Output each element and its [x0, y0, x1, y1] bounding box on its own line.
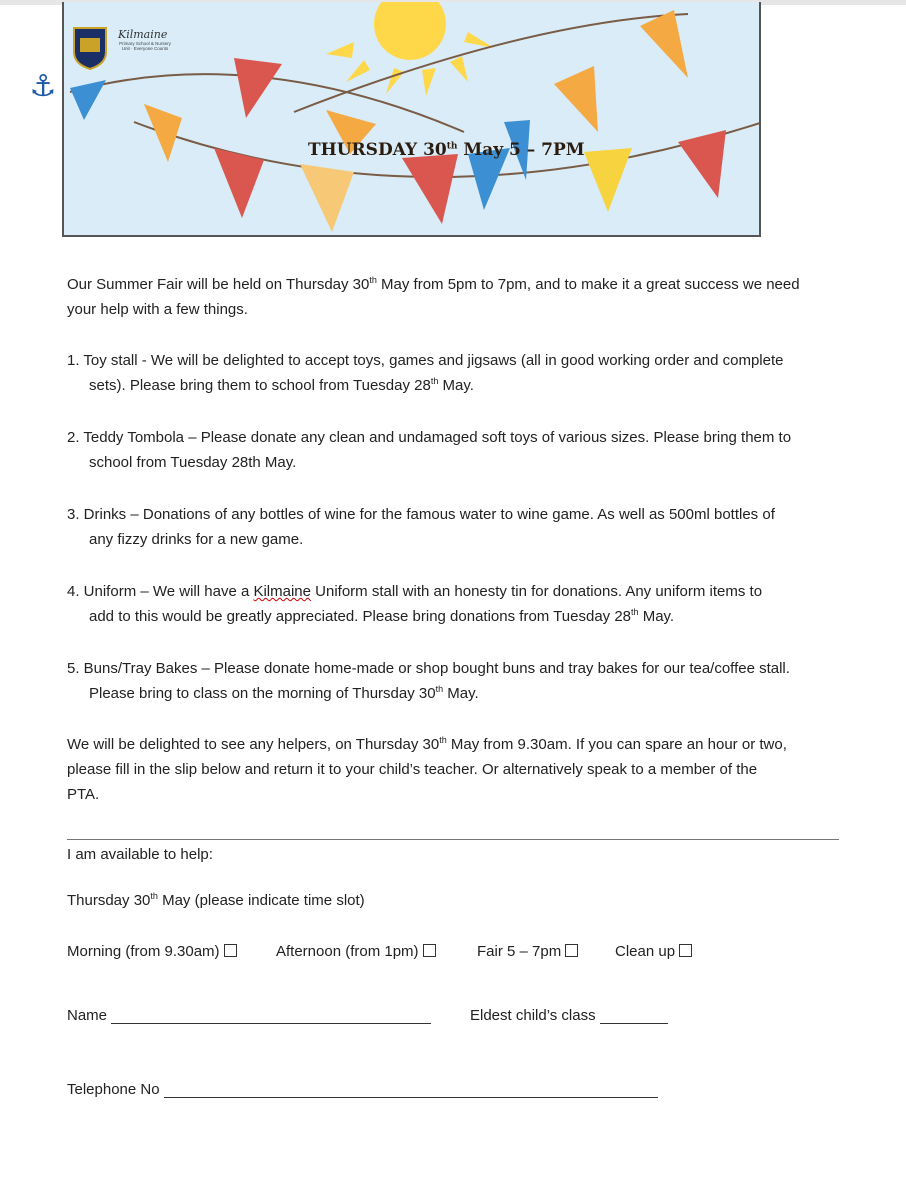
school-logo [70, 24, 174, 70]
logo-subtitle: Primary School & Nursery Unit · Everyone Counts [119, 41, 171, 51]
letter-body [67, 272, 842, 807]
name-field[interactable]: Name [67, 1007, 431, 1024]
option-afternoon[interactable]: Afternoon (from 1pm) [276, 943, 436, 960]
checkbox[interactable] [565, 944, 578, 957]
helpers-paragraph: We will be delighted to see any helpers, on Thursday 30th May from 9.30am. If you can spare an hour or two, please fill in the slip below and return it to your child’s teacher. Or alternatively speak to a member of the PTA. [67, 735, 787, 803]
option-fair[interactable]: Fair 5 – 7pm [477, 943, 578, 960]
option-clean-up[interactable]: Clean up [615, 943, 692, 960]
option-morning[interactable]: Morning (from 9.30am) [67, 943, 237, 960]
checkbox[interactable] [423, 944, 436, 957]
date-label: Thursday 30th May (please indicate time slot) [67, 891, 365, 909]
list-item: 4. Uniform – We will have a Kilmaine Uniform stall with an honesty tin for donations. Any uniform items to add to this would be greatly appreciated. Please bring donations from Tuesday 28th May. [67, 583, 763, 625]
cut-line [67, 839, 839, 840]
fair-banner [62, 2, 761, 237]
list-item: 2. Teddy Tombola – Please donate any clean and undamaged soft toys of various sizes. Please bring them to school from Tuesday 28th May. [67, 429, 792, 471]
crest-icon [70, 24, 110, 70]
telephone-field[interactable]: Telephone No [67, 1081, 658, 1098]
sun-icon [326, 2, 494, 96]
anchor-icon: ⚓ [29, 69, 57, 104]
banner-title: THURSDAY 30th May 5 – 7PM [308, 140, 585, 160]
list-item: 1. Toy stall - We will be delighted to accept toys, games and jigsaws (all in good working order and complete sets). Please bring them to school from Tuesday 28th May. [67, 352, 784, 394]
list-item: 5. Buns/Tray Bakes – Please donate home-made or shop bought buns and tray bakes for our tea/coffee stall. Please bring to class on the morning of Thursday 30th May. [67, 660, 790, 702]
class-field[interactable]: Eldest child’s class [470, 1007, 668, 1024]
logo-name: Kilmaine [118, 28, 168, 41]
list-item: 3. Drinks – Donations of any bottles of wine for the famous water to wine game. As well as 500ml bottles of any fizzy drinks for a new game. [67, 506, 775, 548]
checkbox[interactable] [679, 944, 692, 957]
available-label: I am available to help: [67, 846, 213, 863]
intro-paragraph: Our Summer Fair will be held on Thursday 30th May from 5pm to 7pm, and to make it a great success we need your help with a few things. [67, 275, 800, 318]
checkbox[interactable] [224, 944, 237, 957]
